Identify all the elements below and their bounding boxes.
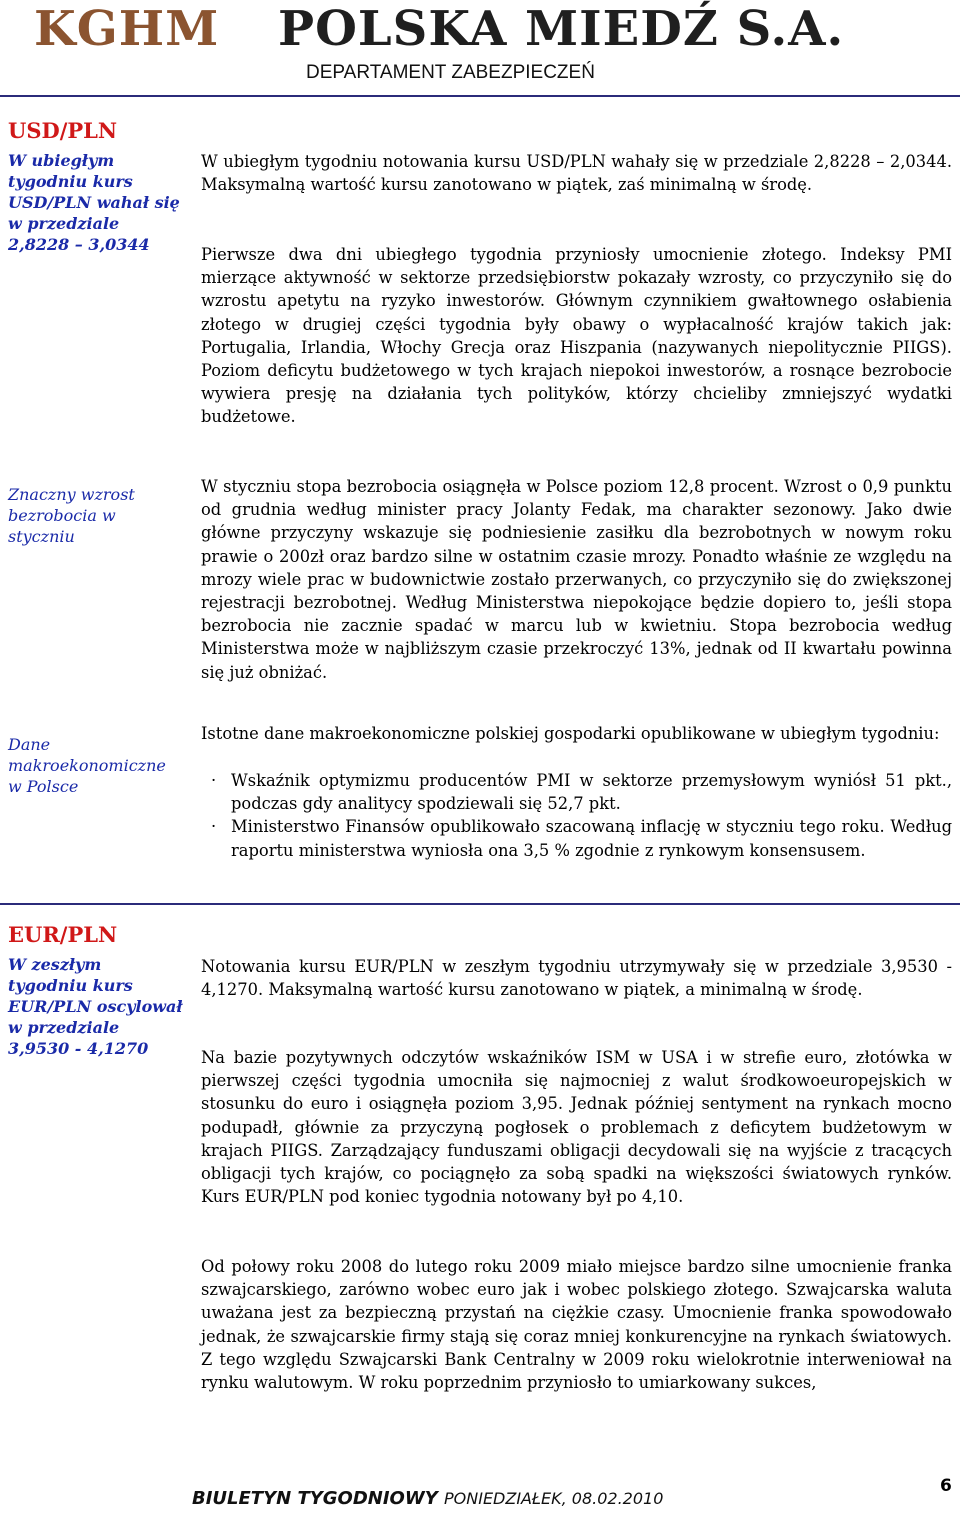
macro-data-list xyxy=(201,769,952,862)
side-note-line: w przedziale xyxy=(8,214,120,233)
section-divider xyxy=(0,903,960,905)
list-item-text: Wskaźnik optymizmu producentów PMI w sektorze przemysłowym wyniósł 51 pkt., podczas gdy analitycy spodziewali się 52,7 pkt. xyxy=(231,771,952,814)
side-note-line: tygodniu kurs xyxy=(8,172,133,191)
side-note-line: 2,8228 – 3,0344 xyxy=(8,235,150,254)
usd-side-note xyxy=(8,150,196,255)
usd-section-title: USD/PLN xyxy=(8,118,118,143)
list-item xyxy=(201,769,952,815)
list-item xyxy=(201,815,952,861)
header-rule xyxy=(0,95,960,97)
page-number: 6 xyxy=(940,1476,952,1496)
footer-bulletin-title xyxy=(192,1488,663,1509)
eur-section-title: EUR/PLN xyxy=(8,922,118,947)
macro-data-intro: Istotne dane makroekonomiczne polskiej gospodarki opublikowane w ubiegłym tygodniu: xyxy=(201,724,940,743)
side-note-line: w Polsce xyxy=(8,777,79,796)
side-note-line: Znaczny wzrost xyxy=(8,485,135,504)
unemployment-paragraph: W styczniu stopa bezrobocia osiągnęła w Polsce poziom 12,8 procent. Wzrost o 0,9 punktu od grudnia według minister pracy Jolanty Fedak, ma charakter sezonowy. Jako dwie główne przyczyny wskazuje się podniesienie zasiłku dla bezrobotnych w nowym roku prawie o 200zł oraz bardzo silne w ostatnim czasie mrozy. Ponadto właśnie ze względu na mrozy wiele prac w budownictwie zostało przerwanych, co przyczyniło się do zwiększonej rejestracji bezrobotnej. Według Ministerstwa niepokojące będzie dopiero to, jeśli stopa bezrobocia nie zacznie spadać w marcu lub w kwietniu. Stopa bezrobocia według Ministerstwa może w najbliższym czasie przekroczyć 13%, jednak od II kwartału powinna się już obniżać. xyxy=(201,477,952,682)
eur-side-note xyxy=(8,954,196,1059)
side-note-line: W zeszłym xyxy=(8,955,102,974)
side-note-line: 3,9530 - 4,1270 xyxy=(8,1039,149,1058)
side-note-line: EUR/PLN oscylował xyxy=(8,997,183,1016)
bulletin-name: BIULETYN TYGODNIOWY xyxy=(192,1488,438,1509)
side-note-line: w przedziale xyxy=(8,1018,120,1037)
usd-paragraph-range: W ubiegłym tygodniu notowania kursu USD/PLN wahały się w przedziale 2,8228 – 2,0344. Maksymalną wartość kursu zanotowano w piątek, zaś minimalną w środę. xyxy=(201,152,952,195)
side-note-line: tygodniu kurs xyxy=(8,976,133,995)
company-logo-name: POLSKA MIEDŹ S.A. xyxy=(278,1,845,57)
side-note-line: makroekonomiczne xyxy=(8,756,166,775)
side-note-line: bezrobocia w xyxy=(8,506,116,525)
masthead xyxy=(0,1,960,57)
side-note-line: Dane xyxy=(8,735,51,754)
side-note-line: W ubiegłym xyxy=(8,151,115,170)
eur-paragraph-range: Notowania kursu EUR/PLN w zeszłym tygodniu utrzymywały się w przedziale 3,9530 - 4,1270. Maksymalną wartość kursu zanotowano w piątek, a minimalną w środę. xyxy=(201,957,952,1000)
side-note-line: styczniu xyxy=(8,527,75,546)
macro-data-side-note xyxy=(8,734,196,797)
usd-paragraph-analysis: Pierwsze dwa dni ubiegłego tygodnia przyniosły umocnienie złotego. Indeksy PMI mierzące aktywność w sektorze przedsiębiorstw pokazały wzrosty, co przyczyniło się do wzrostu apetytu na ryzyko inwestorów. Głównym czynnikiem gwałtownego osłabienia złotego w drugiej części tygodnia były obawy o wypłacalność krajów takich jak: Portugalia, Irlandia, Włochy Grecja oraz Hiszpania (nazywanych niepolitycznie PIIGS). Poziom deficytu budżetowego w tych krajach niepokoi inwestorów, a rosnące bezrobocie wywiera presję na działania tych polityków, którzy chcieliby zmniejszyć wydatki budżetowe. xyxy=(201,245,952,427)
eur-paragraph-analysis: Na bazie pozytywnych odczytów wskaźników ISM w USA i w strefie euro, złotówka w pierwszej części tygodnia umocniła się najmocniej z walut środkowoeuropejskich w stosunku do euro i osiągnęła poziom 3,95. Jednak później sentyment na rynkach mocno podupadł, głównie za przyczyną pogłosek o problemach z deficytem budżetowym w krajach PIIGS. Zarządzający funduszami obligacji decydowali się na wyjście z tracących obligacji tych krajów, co pociągnęło za sobą spadki na większości światowych rynków. Kurs EUR/PLN pod koniec tygodnia notowany był po 4,10. xyxy=(201,1048,952,1207)
side-note-line: USD/PLN wahał się xyxy=(8,193,180,212)
department-title: DEPARTAMENT ZABEZPIECZEŃ xyxy=(306,62,595,83)
company-logo-brand: KGHM xyxy=(34,1,220,57)
list-item-text: Ministerstwo Finansów opublikowało szacowaną inflację w styczniu tego roku. Według raportu ministerstwa wyniosła ona 3,5 % zgodnie z rynkowym konsensusem. xyxy=(231,817,952,860)
bulletin-date: PONIEDZIAŁEK, 08.02.2010 xyxy=(444,1489,664,1508)
bullet-marker: · xyxy=(211,817,217,837)
eur-paragraph-franc: Od połowy roku 2008 do lutego roku 2009 miało miejsce bardzo silne umocnienie franka szwajcarskiego, zarówno wobec euro jak i wobec polskiego złotego. Szwajcarska waluta uważana jest za bezpieczną przystań na ciężkie czasy. Umocnienie franka spowodowało jednak, że szwajcarskie firmy stają się coraz mniej konkurencyjne na rynkach światowych. Z tego względu Szwajcarski Bank Centralny w 2009 roku wielokrotnie interweniował na rynku walutowym. W roku poprzednim przyniosło to umiarkowany sukces, xyxy=(201,1257,952,1393)
bullet-marker: · xyxy=(211,771,217,790)
unemployment-side-note xyxy=(8,484,196,547)
